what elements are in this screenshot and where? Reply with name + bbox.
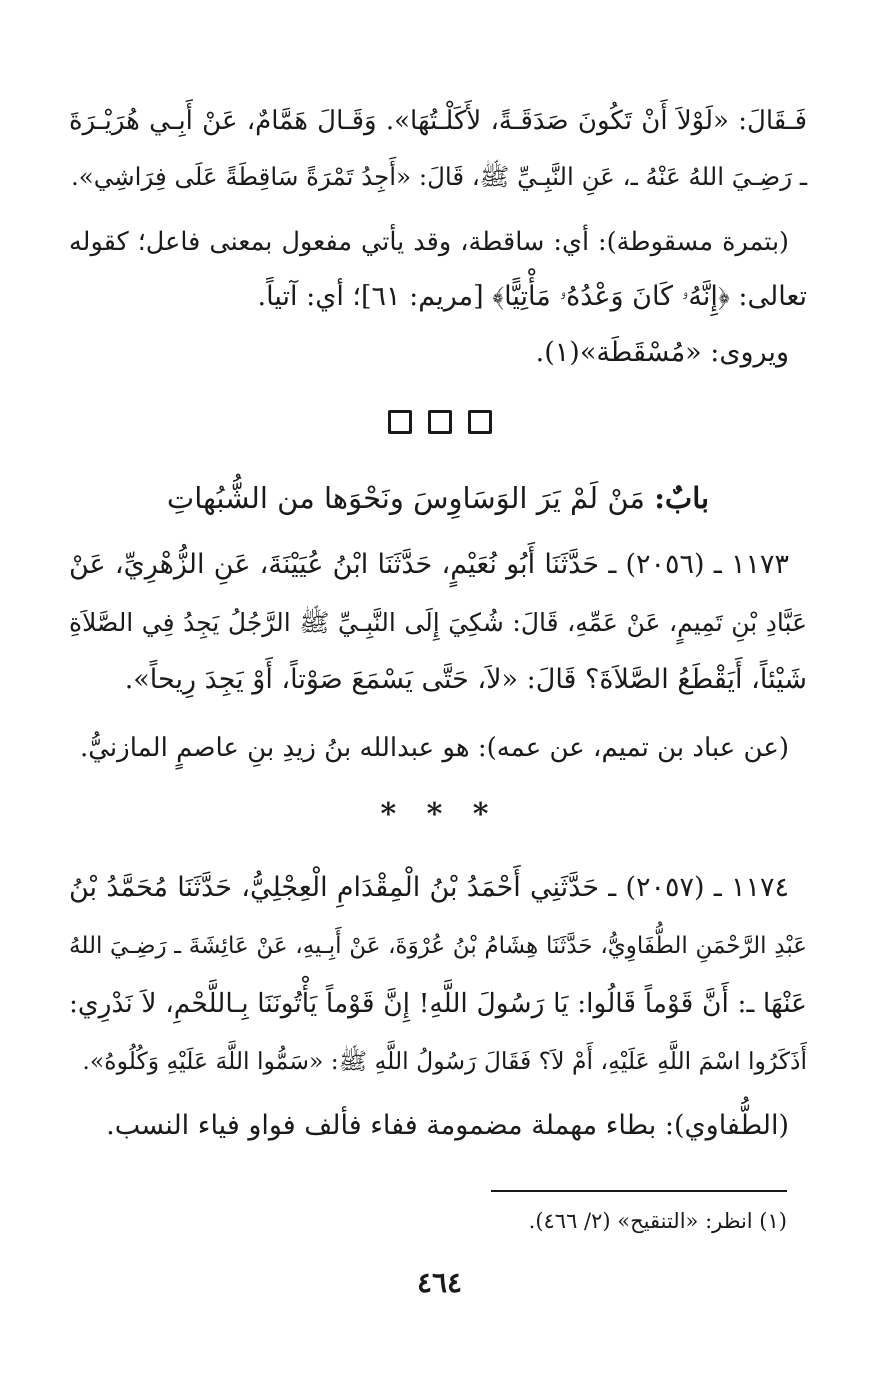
hadith-line: عَبْدِ الرَّحْمَنِ الطُّفَاوِيُّ، حَدَّثَنَا هِشَامُ بْنُ عُرْوَةَ، عَنْ أَبِـيهِ، عَنْ عَائِشَةَ ـ رَضِـيَ اللهُ (69, 933, 807, 959)
hadith-line: شَيْئاً، أَيَقْطَعُ الصَّلاَةَ؟ قَالَ: «لاَ، حَتَّى يَسْمَعَ صَوْتاً، أَوْ يَجِدَ رِيحاً». (124, 664, 807, 695)
chapter-heading (69, 478, 807, 518)
text-line: ـ رَضِـيَ اللهُ عَنْهُ ـ، عَنِ النَّبِـيِّ ﷺ، قَالَ: «أَجِدُ تَمْرَةً سَاقِطَةً عَلَى فِرَاشِي». (70, 162, 807, 191)
section-separator-stars: * * * (380, 797, 499, 832)
hadith-line: ١١٧٣ ـ (٢٠٥٦) ـ حَدَّثَنَا أَبُو نُعَيْمٍ، حَدَّثَنَا ابْنُ عُيَيْنَةَ، عَنِ الزُّهْرِيِّ، عَنْ (69, 549, 790, 580)
box-ornament-icon (388, 410, 412, 434)
hadith-line: عَنْهَا ـ: أَنَّ قَوْماً قَالُوا: يَا رَسُولَ اللَّهِ! إِنَّ قَوْماً يَأْتُونَنَا بِـاللَّحْمِ، لاَ نَدْرِي: (69, 988, 807, 1019)
hadith-line: أَذَكَرُوا اسْمَ اللَّهِ عَلَيْهِ، أَمْ لاَ؟ فَقَالَ رَسُولُ اللَّهِ ﷺ: «سَمُّوا اللَّهَ عَلَيْهِ وَكُلُوهُ». (82, 1047, 807, 1075)
hadith-line: ١١٧٤ ـ (٢٠٥٧) ـ حَدَّثَنِي أَحْمَدُ بْنُ الْمِقْدَامِ الْعِجْلِيُّ، حَدَّثَنَا مُحَمَّدُ بْنُ (69, 872, 789, 903)
commentary-line: (الطُّفاوي): بطاء مهملة مضمومة ففاء فألف فواو فياء النسب. (106, 1110, 789, 1141)
commentary-line: ويروى: «مُسْقَطَة»(١). (535, 337, 789, 368)
commentary-line: (بتمرة مسقوطة): أي: ساقطة، وقد يأتي مفعول بمعنى فاعل؛ كقوله (69, 227, 789, 257)
commentary-line: تعالى: ﴿إِنَّهُۥ كَانَ وَعْدُهُۥ مَأْتِيًّا﴾ [مريم: ٦١]؛ أي: آتياً. (257, 281, 807, 312)
chapter-label: بابٌ: (654, 481, 710, 515)
box-ornament-icon (428, 410, 452, 434)
box-ornament-icon (468, 410, 492, 434)
hadith-line: عَبَّادِ بْنِ تَمِيمٍ، عَنْ عَمِّهِ، قَالَ: شُكِيَ إِلَى النَّبِـيِّ ﷺ الرَّجُلُ يَجِدُ فِي الصَّلاَةِ (69, 608, 807, 637)
footnote-divider (491, 1190, 787, 1192)
footnote: (١) انظر: «التنقيح» (٢/ ٤٦٦). (528, 1209, 787, 1233)
text-line: فَـقَالَ: «لَوْلاَ أَنْ تَكُونَ صَدَقَـةً، لأَكَلْـتُهَا». وَقَـالَ هَمَّامٌ، عَنْ أَبِـي هُرَيْـرَةَ (69, 106, 807, 136)
commentary-line: (عن عباد بن تميم، عن عمه): هو عبدالله بنُ زيدِ بنِ عاصمٍ المازنيُّ. (80, 733, 789, 763)
page-number: ٤٦٤ (416, 1266, 463, 1299)
chapter-title: مَنْ لَمْ يَرَ الوَسَاوِسَ ونَحْوَها من الشُّبُهاتِ (166, 481, 645, 515)
section-separator-boxes (0, 410, 879, 438)
